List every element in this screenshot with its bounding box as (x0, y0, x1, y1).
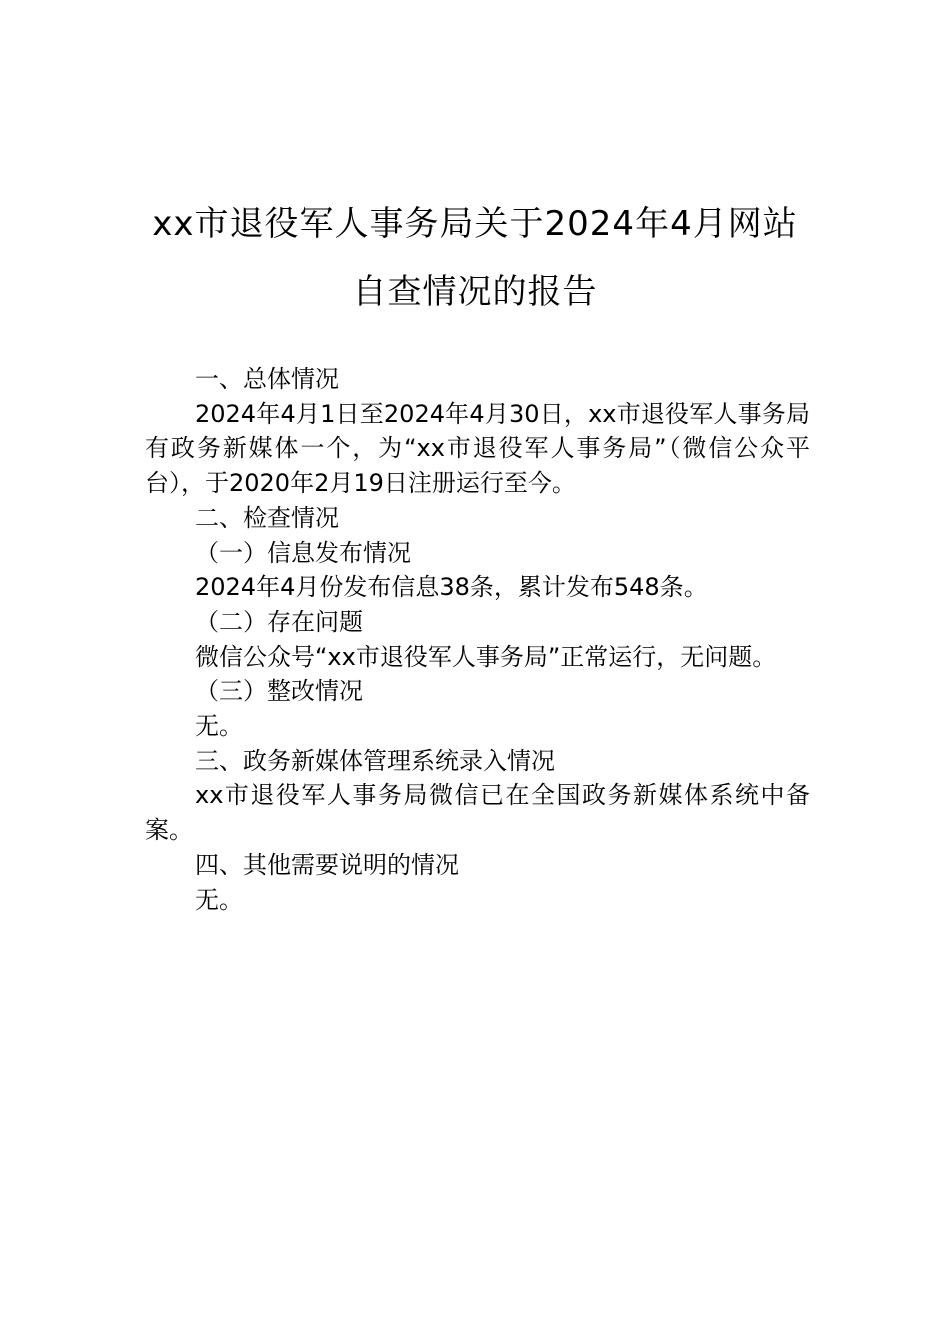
section-heading-other: 四、其他需要说明的情况 (195, 850, 459, 879)
paragraph-overall: 2024年4月1日至2024年4月30日，xx市退役军人事务局有政务新媒体一个，为“xx市退役军人事务局”（微信公众平台），于2020年2月19日注册运行至今。 (145, 399, 810, 498)
paragraph-system-entry: xx市退役军人事务局微信已在全国政务新媒体系统中备案。 (145, 781, 810, 845)
paragraph-other: 无。 (195, 885, 243, 914)
section-heading-overall: 一、总体情况 (195, 365, 339, 393)
report-body (145, 362, 810, 917)
subheading-issues: （二）存在问题 (195, 607, 363, 636)
report-title-line-2: 自查情况的报告 (352, 272, 598, 312)
paragraph-rectification: 无。 (195, 712, 243, 741)
subheading-rectification: （三）整改情况 (195, 677, 363, 706)
report-title-line-1: xx市退役军人事务局关于2024年4月网站 (152, 204, 798, 244)
paragraph-publishing: 2024年4月份发布信息38条，累计发布548条。 (195, 573, 708, 602)
subheading-publishing: （一）信息发布情况 (195, 538, 411, 567)
paragraph-issues: 微信公众号“xx市退役军人事务局”正常运行，无问题。 (195, 642, 777, 671)
section-heading-inspection: 二、检查情况 (195, 503, 339, 532)
section-heading-system-entry: 三、政务新媒体管理系统录入情况 (195, 746, 555, 775)
